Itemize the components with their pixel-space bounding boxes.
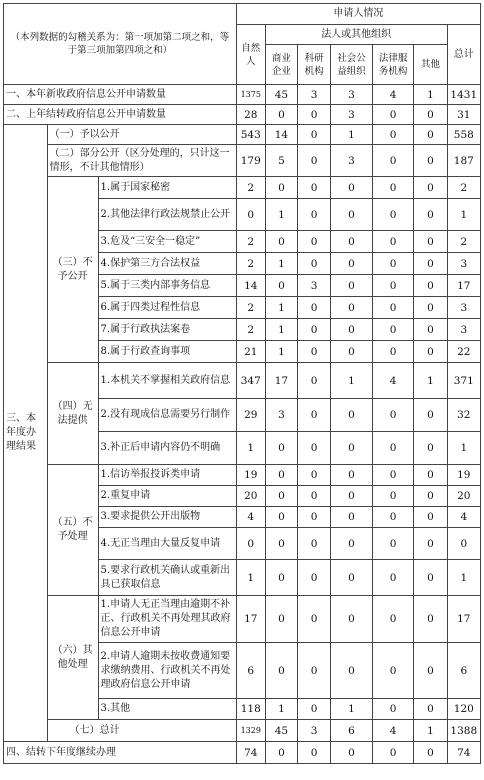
cell-value: 0 <box>331 253 373 275</box>
row-label: 二、上年结转政府信息公开申请数量 <box>4 105 237 125</box>
header-applicant-situation: 申请人情况 <box>236 4 480 25</box>
cell-value: 0 <box>414 432 447 465</box>
cell-value: 0 <box>331 177 373 199</box>
header-total: 总计 <box>447 25 480 85</box>
cell-value: 187 <box>447 145 480 177</box>
cell-value: 0 <box>414 596 447 643</box>
cell-value: 0 <box>372 177 414 199</box>
cell-value: 0 <box>414 742 447 764</box>
group-label-not-processed: （五）不予处理 <box>47 465 98 596</box>
cell-value: 0 <box>372 145 414 177</box>
cell-value: 2 <box>236 177 265 199</box>
cell-value: 14 <box>265 125 297 145</box>
cell-value: 4 <box>236 507 265 528</box>
table-row <box>4 125 481 145</box>
cell-value: 0 <box>414 528 447 560</box>
row-label: 7.属于行政执法案卷 <box>98 319 236 341</box>
cell-value: 21 <box>236 341 265 363</box>
cell-value: 2 <box>236 231 265 253</box>
cell-value: 543 <box>236 125 265 145</box>
cell-value: 0 <box>331 297 373 319</box>
cell-value: 3 <box>298 720 331 742</box>
cell-value: 2 <box>236 319 265 341</box>
header-col-research: 科研机构 <box>298 45 331 85</box>
cell-value: 3 <box>331 145 373 177</box>
row-label: 5.要求行政机关确认或重新出具已获取信息 <box>98 560 236 596</box>
cell-value: 0 <box>414 507 447 528</box>
cell-value: 0 <box>331 596 373 643</box>
group-label-unable-to-provide: （四）无法提供 <box>47 363 98 465</box>
cell-value: 179 <box>236 145 265 177</box>
cell-value: 0 <box>414 399 447 432</box>
cell-value: 0 <box>298 177 331 199</box>
cell-value: 558 <box>447 125 480 145</box>
cell-value: 0 <box>414 341 447 363</box>
cell-value: 0 <box>298 699 331 720</box>
header-col-public-welfare: 社会公益组织 <box>331 45 373 85</box>
row-label: 3.补正后申请内容仍不明确 <box>98 432 236 465</box>
cell-value: 0 <box>298 528 331 560</box>
cell-value: 17 <box>236 596 265 643</box>
row-label: 3.危及“三安全一稳定” <box>98 231 236 253</box>
cell-value: 4 <box>372 85 414 105</box>
cell-value: 0 <box>298 486 331 507</box>
cell-value: 0 <box>331 319 373 341</box>
cell-value: 0 <box>414 297 447 319</box>
cell-value: 0 <box>372 643 414 699</box>
cell-value: 1 <box>331 125 373 145</box>
row-label: 4.保护第三方合法权益 <box>98 253 236 275</box>
row-label: 1.本机关不掌握相关政府信息 <box>98 363 236 399</box>
cell-value: 1 <box>331 363 373 399</box>
table-row <box>4 596 481 643</box>
cell-value: 0 <box>372 297 414 319</box>
cell-value: 4 <box>447 507 480 528</box>
cell-value: 0 <box>331 560 373 596</box>
cell-value: 0 <box>265 742 297 764</box>
cell-value: 29 <box>236 399 265 432</box>
cell-value: 0 <box>414 643 447 699</box>
cell-value: 120 <box>447 699 480 720</box>
cell-value: 45 <box>265 720 297 742</box>
cell-value: 0 <box>372 699 414 720</box>
cell-value: 0 <box>265 486 297 507</box>
cell-value: 0 <box>414 253 447 275</box>
cell-value: 1 <box>447 199 480 231</box>
cell-value: 0 <box>414 105 447 125</box>
cell-value: 0 <box>265 432 297 465</box>
header-legal-or-other: 法人或其他组织 <box>265 25 447 45</box>
cell-value: 1 <box>331 699 373 720</box>
table-row <box>4 742 481 764</box>
row-label: 5.属于三类内部事务信息 <box>98 275 236 297</box>
cell-value: 0 <box>372 231 414 253</box>
cell-value: 0 <box>414 699 447 720</box>
cell-value: 1 <box>414 720 447 742</box>
cell-value: 1 <box>236 560 265 596</box>
cell-value: 0 <box>298 199 331 231</box>
cell-value: 1 <box>414 85 447 105</box>
cell-value: 0 <box>331 341 373 363</box>
cell-value: 1 <box>265 319 297 341</box>
cell-value: 0 <box>372 596 414 643</box>
cell-value: 4 <box>372 720 414 742</box>
cell-value: 0 <box>372 199 414 231</box>
cell-value: 0 <box>265 507 297 528</box>
row-label: 2.重复申请 <box>98 486 236 507</box>
cell-value: 0 <box>372 319 414 341</box>
row-label: 8.属于行政查询事项 <box>98 341 236 363</box>
cell-value: 1 <box>265 297 297 319</box>
cell-value: 17 <box>265 363 297 399</box>
row-label: 4.无正当理由大量反复申请 <box>98 528 236 560</box>
cell-value: 0 <box>372 275 414 297</box>
cell-value: 32 <box>447 399 480 432</box>
cell-value: 0 <box>372 486 414 507</box>
cell-value: 31 <box>447 105 480 125</box>
cell-value: 14 <box>236 275 265 297</box>
cell-value: 0 <box>298 105 331 125</box>
row-label: 2.其他法律行政法规禁止公开 <box>98 199 236 231</box>
row-label: （一）予以公开 <box>47 125 236 145</box>
cell-value: 0 <box>414 319 447 341</box>
cell-value: 0 <box>372 125 414 145</box>
cell-value: 0 <box>372 432 414 465</box>
cell-value: 17 <box>447 275 480 297</box>
row-label: 1.信访举报投诉类申请 <box>98 465 236 486</box>
table-row <box>4 465 481 486</box>
cell-value: 0 <box>298 125 331 145</box>
cell-value: 0 <box>414 231 447 253</box>
cell-value: 371 <box>447 363 480 399</box>
cell-value: 1 <box>265 341 297 363</box>
group-label-other-processing: （六）其他处理 <box>47 596 98 720</box>
cell-value: 6 <box>331 720 373 742</box>
cell-value: 0 <box>331 199 373 231</box>
header-note: （本列数据的勾稽关系为：第一项加第二项之和，等于第三项加第四项之和） <box>4 4 237 85</box>
cell-value: 0 <box>414 125 447 145</box>
cell-value: 0 <box>414 199 447 231</box>
cell-value: 0 <box>236 199 265 231</box>
cell-value: 0 <box>331 507 373 528</box>
row-label: （二）部分公开（区分处理的，只计这一情形，不计其他情形） <box>47 145 236 177</box>
cell-value: 74 <box>447 742 480 764</box>
cell-value: 0 <box>298 363 331 399</box>
cell-value: 0 <box>298 253 331 275</box>
cell-value: 0 <box>265 560 297 596</box>
cell-value: 28 <box>236 105 265 125</box>
cell-value: 0 <box>372 528 414 560</box>
cell-value: 0 <box>331 465 373 486</box>
cell-value: 0 <box>298 399 331 432</box>
cell-value: 1 <box>236 432 265 465</box>
cell-value: 2 <box>447 231 480 253</box>
cell-value: 6 <box>236 643 265 699</box>
cell-value: 45 <box>265 85 297 105</box>
cell-value: 2 <box>236 253 265 275</box>
row-label: 6.属于四类过程性信息 <box>98 297 236 319</box>
cell-value: 19 <box>236 465 265 486</box>
cell-value: 0 <box>372 341 414 363</box>
cell-value: 1 <box>447 432 480 465</box>
cell-value: 1329 <box>236 720 265 742</box>
cell-value: 0 <box>372 465 414 486</box>
header-col-business: 商业企业 <box>265 45 297 85</box>
cell-value: 0 <box>414 177 447 199</box>
cell-value: 0 <box>331 486 373 507</box>
cell-value: 0 <box>298 643 331 699</box>
cell-value: 1 <box>414 363 447 399</box>
cell-value: 0 <box>236 528 265 560</box>
cell-value: 0 <box>414 465 447 486</box>
header-col-other: 其他 <box>414 45 447 85</box>
cell-value: 0 <box>447 528 480 560</box>
cell-value: 0 <box>414 275 447 297</box>
cell-value: 0 <box>331 432 373 465</box>
cell-value: 0 <box>331 275 373 297</box>
cell-value: 20 <box>236 486 265 507</box>
cell-value: 0 <box>372 560 414 596</box>
cell-value: 5 <box>265 145 297 177</box>
cell-value: 3 <box>331 105 373 125</box>
cell-value: 0 <box>298 319 331 341</box>
row-label: 1.属于国家秘密 <box>98 177 236 199</box>
table-row <box>4 177 481 199</box>
group-label-not-disclosed: （三）不予公开 <box>47 177 98 363</box>
cell-value: 0 <box>414 145 447 177</box>
cell-value: 0 <box>298 231 331 253</box>
cell-value: 2 <box>236 297 265 319</box>
cell-value: 1 <box>265 253 297 275</box>
government-info-disclosure-table <box>3 3 481 764</box>
cell-value: 0 <box>414 560 447 596</box>
cell-value: 1388 <box>447 720 480 742</box>
cell-value: 3 <box>447 319 480 341</box>
table-row <box>4 720 481 742</box>
table-row <box>4 85 481 105</box>
row-label: 1.申请人无正当理由逾期不补正、行政机关不再处理其政府信息公开申请 <box>98 596 236 643</box>
cell-value: 4 <box>372 363 414 399</box>
cell-value: 118 <box>236 699 265 720</box>
cell-value: 0 <box>265 105 297 125</box>
cell-value: 3 <box>447 253 480 275</box>
row-label: （七）总计 <box>47 720 236 742</box>
cell-value: 0 <box>298 560 331 596</box>
cell-value: 0 <box>331 399 373 432</box>
cell-value: 0 <box>265 643 297 699</box>
report-table-container <box>3 3 481 764</box>
cell-value: 0 <box>265 231 297 253</box>
row-label: 一、本年新收政府信息公开申请数量 <box>4 85 237 105</box>
cell-value: 0 <box>298 145 331 177</box>
cell-value: 22 <box>447 341 480 363</box>
table-row <box>4 105 481 125</box>
cell-value: 0 <box>298 432 331 465</box>
header-col-legal-service: 法律服务机构 <box>372 45 414 85</box>
cell-value: 74 <box>236 742 265 764</box>
row-label: 2.申请人逾期未按收费通知要求缴纳费用、行政机关不再处理政府信息公开申请 <box>98 643 236 699</box>
cell-value: 17 <box>447 596 480 643</box>
cell-value: 0 <box>372 253 414 275</box>
cell-value: 0 <box>414 486 447 507</box>
cell-value: 3 <box>265 399 297 432</box>
cell-value: 1 <box>265 199 297 231</box>
table-row <box>4 363 481 399</box>
row-label: 3.要求提供公开出版物 <box>98 507 236 528</box>
cell-value: 0 <box>372 105 414 125</box>
cell-value: 0 <box>331 643 373 699</box>
cell-value: 0 <box>265 465 297 486</box>
cell-value: 6 <box>447 643 480 699</box>
cell-value: 0 <box>372 399 414 432</box>
cell-value: 0 <box>331 231 373 253</box>
cell-value: 0 <box>265 528 297 560</box>
row-label: 四、结转下年度继续办理 <box>4 742 237 764</box>
cell-value: 0 <box>372 742 414 764</box>
cell-value: 2 <box>447 177 480 199</box>
cell-value: 0 <box>298 341 331 363</box>
header-natural-person: 自然人 <box>236 25 265 85</box>
cell-value: 1 <box>447 560 480 596</box>
cell-value: 0 <box>298 507 331 528</box>
cell-value: 0 <box>265 177 297 199</box>
table-row <box>4 145 481 177</box>
cell-value: 1 <box>265 699 297 720</box>
cell-value: 347 <box>236 363 265 399</box>
cell-value: 3 <box>298 275 331 297</box>
row-label: 3.其他 <box>98 699 236 720</box>
cell-value: 1375 <box>236 85 265 105</box>
cell-value: 0 <box>331 528 373 560</box>
cell-value: 1431 <box>447 85 480 105</box>
cell-value: 0 <box>372 507 414 528</box>
cell-value: 0 <box>298 596 331 643</box>
row-label: 2.没有现成信息需要另行制作 <box>98 399 236 432</box>
cell-value: 0 <box>265 275 297 297</box>
cell-value: 3 <box>331 85 373 105</box>
cell-value: 3 <box>298 85 331 105</box>
cell-value: 0 <box>265 596 297 643</box>
cell-value: 19 <box>447 465 480 486</box>
cell-value: 0 <box>331 742 373 764</box>
cell-value: 20 <box>447 486 480 507</box>
cell-value: 3 <box>447 297 480 319</box>
cell-value: 0 <box>298 465 331 486</box>
section-3-label: 三、本年度办理结果 <box>4 125 48 742</box>
cell-value: 0 <box>298 297 331 319</box>
cell-value: 0 <box>298 742 331 764</box>
